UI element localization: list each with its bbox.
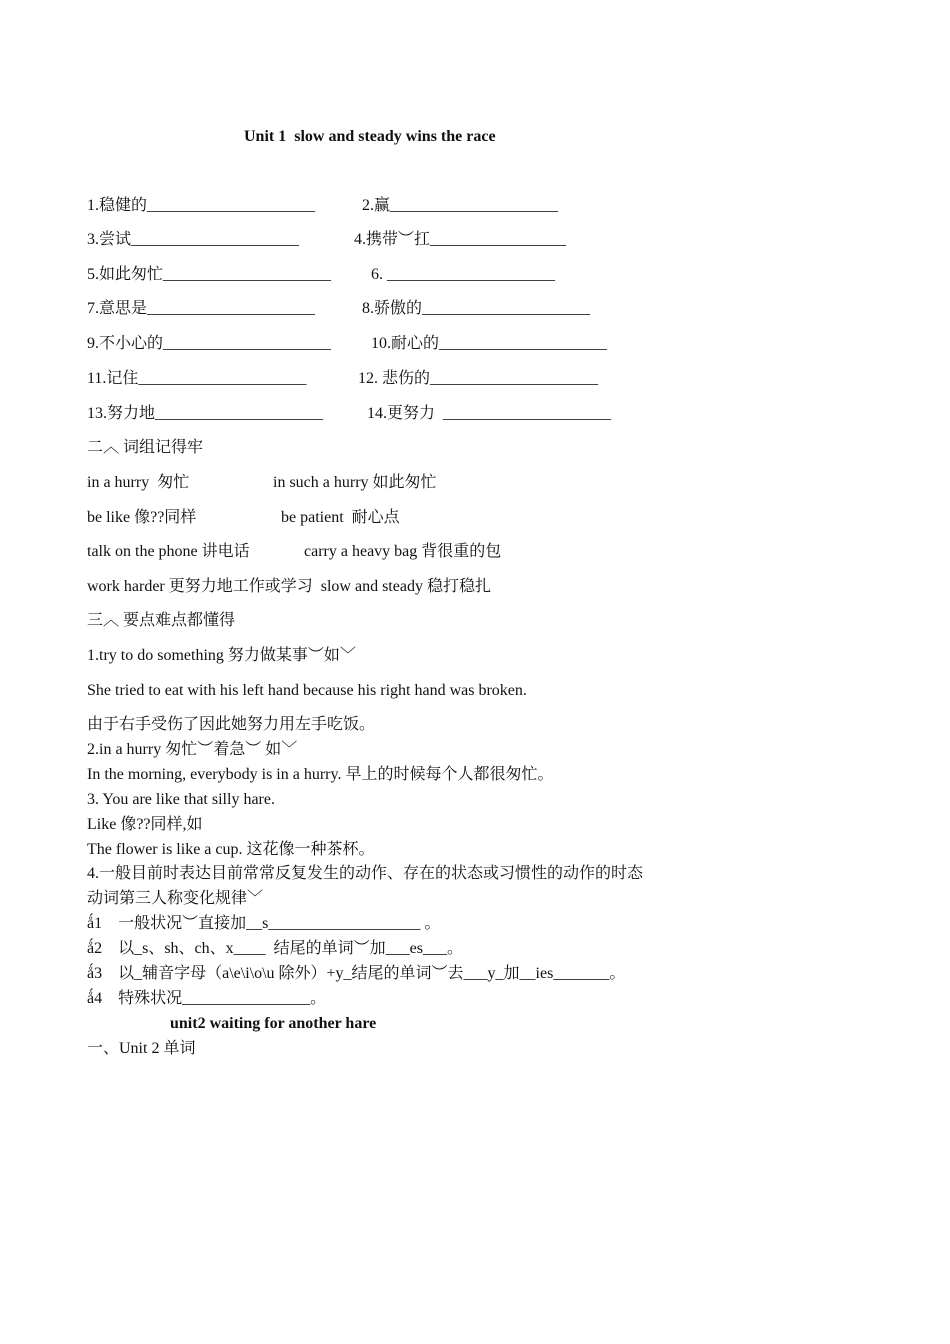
section3-heading: 三︿ 要点难点都懂得 bbox=[87, 612, 236, 629]
phrase-2-right: be patient 耐心点 bbox=[281, 509, 400, 526]
point-line-6: 3. You are like that silly hare. bbox=[87, 791, 275, 808]
vocab-item-14: 14.更努力 _____________________ bbox=[367, 405, 612, 422]
point-line-5: In the morning, everybody is in a hurry. 早上的时候每个人都很匆忙。 bbox=[87, 766, 554, 783]
vocab-item-4: 4.携带︶扛_________________ bbox=[354, 231, 567, 248]
point-line-3: 由于右手受伤了因此她努力用左手吃饭。 bbox=[87, 716, 376, 733]
phrase-1-left: in a hurry 匆忙 bbox=[87, 474, 190, 491]
rule-4: ǻ4 特殊状况________________。 bbox=[87, 990, 327, 1007]
point-line-8: The flower is like a cup. 这花像一种茶杯。 bbox=[87, 841, 375, 858]
phrase-2-left: be like 像??同样 bbox=[87, 509, 197, 526]
unit2-subheading: 一、Unit 2 单词 bbox=[87, 1040, 196, 1057]
unit1-title: Unit 1 slow and steady wins the race bbox=[244, 128, 496, 145]
vocab-item-3: 3.尝试_____________________ bbox=[87, 231, 300, 248]
point-line-7: Like 像??同样,如 bbox=[87, 816, 203, 833]
point-line-4: 2.in a hurry 匆忙︶着急︶ 如﹀ bbox=[87, 741, 298, 758]
vocab-item-5: 5.如此匆忙_____________________ bbox=[87, 266, 332, 283]
vocab-item-11: 11.记住_____________________ bbox=[87, 370, 307, 387]
vocab-item-10: 10.耐心的_____________________ bbox=[371, 335, 608, 352]
phrase-4: work harder 更努力地工作或学习 slow and steady 稳打稳扎 bbox=[87, 578, 491, 595]
point-line-9: 4.一般目前时表达目前常常反复发生的动作、存在的状态或习惯性的动作的时态 bbox=[87, 865, 644, 882]
unit2-title: unit2 waiting for another hare bbox=[170, 1015, 377, 1032]
vocab-item-13: 13.努力地_____________________ bbox=[87, 405, 324, 422]
section2-heading: 二︿ 词组记得牢 bbox=[87, 439, 204, 456]
rule-3: ǻ3 以_辅音字母（a\e\i\o\u 除外）+y_结尾的单词︶去___y_加__ies_______。 bbox=[87, 965, 626, 982]
rule-1: ǻ1 一般状况︶直接加__s___________________ 。 bbox=[87, 915, 441, 932]
point-line-10: 动词第三人称变化规律﹀ bbox=[87, 890, 264, 907]
phrase-3-left: talk on the phone 讲电话 bbox=[87, 543, 250, 560]
vocab-item-7: 7.意思是_____________________ bbox=[87, 300, 316, 317]
vocab-item-8: 8.骄傲的_____________________ bbox=[362, 300, 591, 317]
vocab-item-6: 6. _____________________ bbox=[371, 266, 555, 283]
vocab-item-1: 1.稳健的_____________________ bbox=[87, 197, 316, 214]
phrase-3-right: carry a heavy bag 背很重的包 bbox=[304, 543, 502, 560]
vocab-item-2: 2.赢_____________________ bbox=[362, 197, 559, 214]
point-line-1: 1.try to do something 努力做某事︶如﹀ bbox=[87, 647, 356, 664]
phrase-1-right: in such a hurry 如此匆忙 bbox=[273, 474, 437, 491]
vocab-item-12: 12. 悲伤的_____________________ bbox=[358, 370, 599, 387]
point-line-2: She tried to eat with his left hand because his right hand was broken. bbox=[87, 682, 527, 699]
vocab-item-9: 9.不小心的_____________________ bbox=[87, 335, 332, 352]
rule-2: ǻ2 以_s、sh、ch、x____ 结尾的单词︶加___es___。 bbox=[87, 940, 463, 957]
